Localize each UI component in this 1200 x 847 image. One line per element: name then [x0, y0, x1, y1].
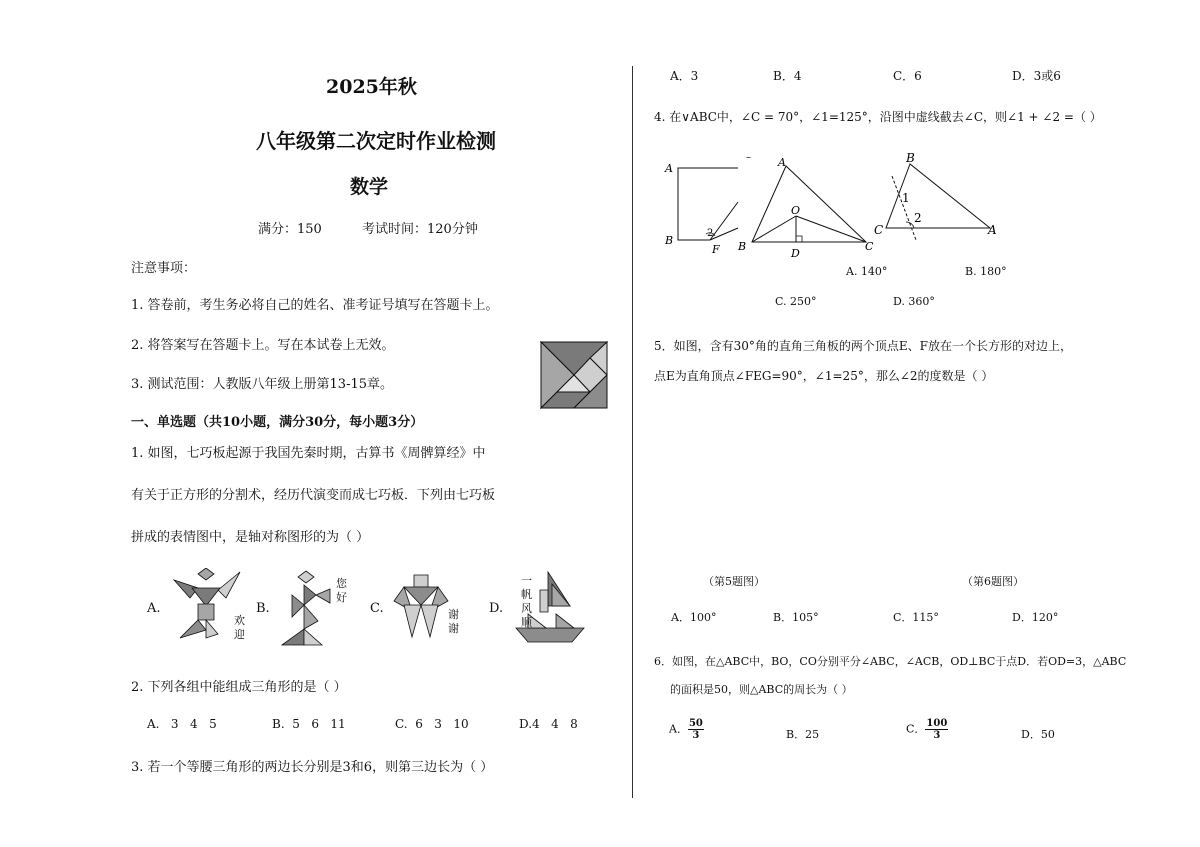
subject-title: 数学 — [350, 176, 389, 198]
q6-text-line: 6．如图，在△ABC中，BO，CO分别平分∠ABC，∠ACB，OD⊥BC于点D．若OD=3，△ABC — [654, 655, 1127, 668]
fraction-numerator: 50 — [688, 718, 703, 729]
q4-label: F — [712, 243, 720, 256]
q3-option: D．3或6 — [1012, 69, 1061, 83]
q1-caption-char: 好 — [336, 591, 347, 604]
q6-option-d: D．50 — [1021, 728, 1055, 741]
fraction-denominator: 3 — [933, 730, 941, 741]
q1-caption-char: 谢 — [448, 622, 459, 635]
q4-label: D — [791, 247, 800, 260]
q4-label: B — [738, 240, 747, 253]
q4-text: 4. 在∨ABC中，∠C = 70°，∠1=125°，沿图中虚线截去∠C，则∠1 + ∠2 =（ ） — [654, 110, 1102, 124]
q5-option: C．115° — [893, 611, 939, 624]
q4-label: B — [906, 151, 915, 165]
q1-text-line: 1. 如图，七巧板起源于我国先秦时期，古算书《周髀算经》中 — [131, 446, 486, 461]
q1-text-line: 有关于正方形的分割术，经历代演变而成七巧板．下列由七巧板 — [131, 488, 496, 503]
q1-caption-char: 帆 — [521, 588, 532, 601]
q5-option: D．120° — [1012, 611, 1059, 624]
column-divider — [632, 66, 633, 798]
section-heading: 一、单选题（共10小题，满分30分，每小题3分） — [131, 415, 424, 430]
q1-option-a-label: A. — [147, 601, 161, 616]
note-item: 1. 答卷前，考生务必将自己的姓名、准考证号填写在答题卡上。 — [131, 298, 499, 313]
q1-figure-c — [392, 571, 450, 641]
q2-option: D.4 4 8 — [519, 717, 578, 731]
fraction-denominator: 3 — [692, 730, 700, 741]
q4-option: D. 360° — [893, 295, 935, 308]
q4-label: A — [665, 162, 673, 175]
fraction-numerator: 100 — [926, 718, 948, 729]
q4-option: A. 140° — [846, 265, 888, 278]
q5-figure-caption: （第5题图） — [703, 575, 765, 588]
q4-label: A — [988, 223, 997, 237]
q1-option-d-label: D. — [489, 601, 504, 616]
q1-caption-char: 顺 — [521, 616, 532, 629]
q3-text: 3. 若一个等腰三角形的两边长分别是3和6，则第三边长为（ ） — [131, 760, 494, 775]
q1-caption-char: 风 — [521, 602, 532, 615]
q4-label: O — [791, 204, 801, 217]
q1-caption-char: 一 — [521, 574, 532, 587]
q6-option-a — [669, 718, 704, 741]
q6-option-a-label: A． — [669, 722, 688, 736]
notes-heading: 注意事项： — [131, 261, 197, 276]
q1-caption-char: 欢 — [234, 614, 245, 627]
q2-option: C. 6 3 10 — [395, 717, 469, 731]
q4-label: C — [874, 223, 884, 237]
q4-option: B. 180° — [965, 265, 1007, 278]
q6-option-a-fraction — [688, 718, 704, 741]
q1-figure-b — [278, 567, 338, 649]
year-line: 2025年秋 — [326, 76, 417, 98]
q3-option: C．6 — [893, 69, 922, 83]
q4-label: C — [865, 240, 874, 253]
exam-title: 八年级第二次定时作业检测 — [256, 129, 496, 153]
q3-option: A．3 — [670, 69, 699, 83]
q2-text: 2. 下列各组中能组成三角形的是（ ） — [131, 680, 347, 695]
note-item: 2. 将答案写在答题卡上。写在本试卷上无效。 — [131, 338, 395, 353]
q4-label: 2 — [914, 211, 922, 225]
q4-label: A — [778, 156, 786, 169]
q3-option: B．4 — [773, 69, 802, 83]
q1-caption-char: 您 — [336, 577, 347, 590]
q1-option-c-label: C. — [370, 601, 384, 616]
exam-time: 考试时间：120分钟 — [362, 222, 478, 237]
note-item: 3. 测试范围：人教版八年级上册第13-15章。 — [131, 377, 394, 392]
q4-label: – — [746, 152, 751, 163]
q1-text-line: 拼成的表情图中，是轴对称图形的为（ ） — [131, 530, 370, 545]
q2-option: B. 5 6 11 — [272, 717, 346, 731]
q6-text-line: 的面积是50，则△ABC的周长为（ ） — [670, 683, 853, 696]
q6-option-c — [906, 718, 948, 741]
tangram-square-figure — [540, 341, 608, 409]
q1-caption-char: 谢 — [448, 608, 459, 621]
q5-text-line: 5．如图，含有30°角的直角三角板的两个顶点E、F放在一个长方形的对边上， — [654, 339, 1072, 353]
q6-option-c-label: C． — [906, 722, 926, 736]
q2-option: A. 3 4 5 — [147, 717, 217, 731]
q4-label: 2 — [707, 228, 714, 239]
full-score: 满分：150 — [258, 222, 322, 237]
q5-option: A．100° — [671, 611, 717, 624]
q1-option-b-label: B. — [256, 601, 270, 616]
q1-caption-char: 迎 — [234, 628, 245, 641]
q4-figures — [660, 150, 1010, 262]
q6-option-c-fraction — [925, 718, 948, 741]
q6-figure-caption: （第6题图） — [962, 575, 1024, 588]
q5-option: B．105° — [773, 611, 819, 624]
q4-option: C. 250° — [775, 295, 817, 308]
q4-label: 1 — [902, 191, 910, 205]
q4-label: B — [665, 234, 674, 247]
q6-option-b: B．25 — [786, 728, 820, 741]
q5-text-line: 点E为直角顶点∠FEG=90°，∠1=25°，那么∠2的度数是（ ） — [654, 369, 994, 383]
